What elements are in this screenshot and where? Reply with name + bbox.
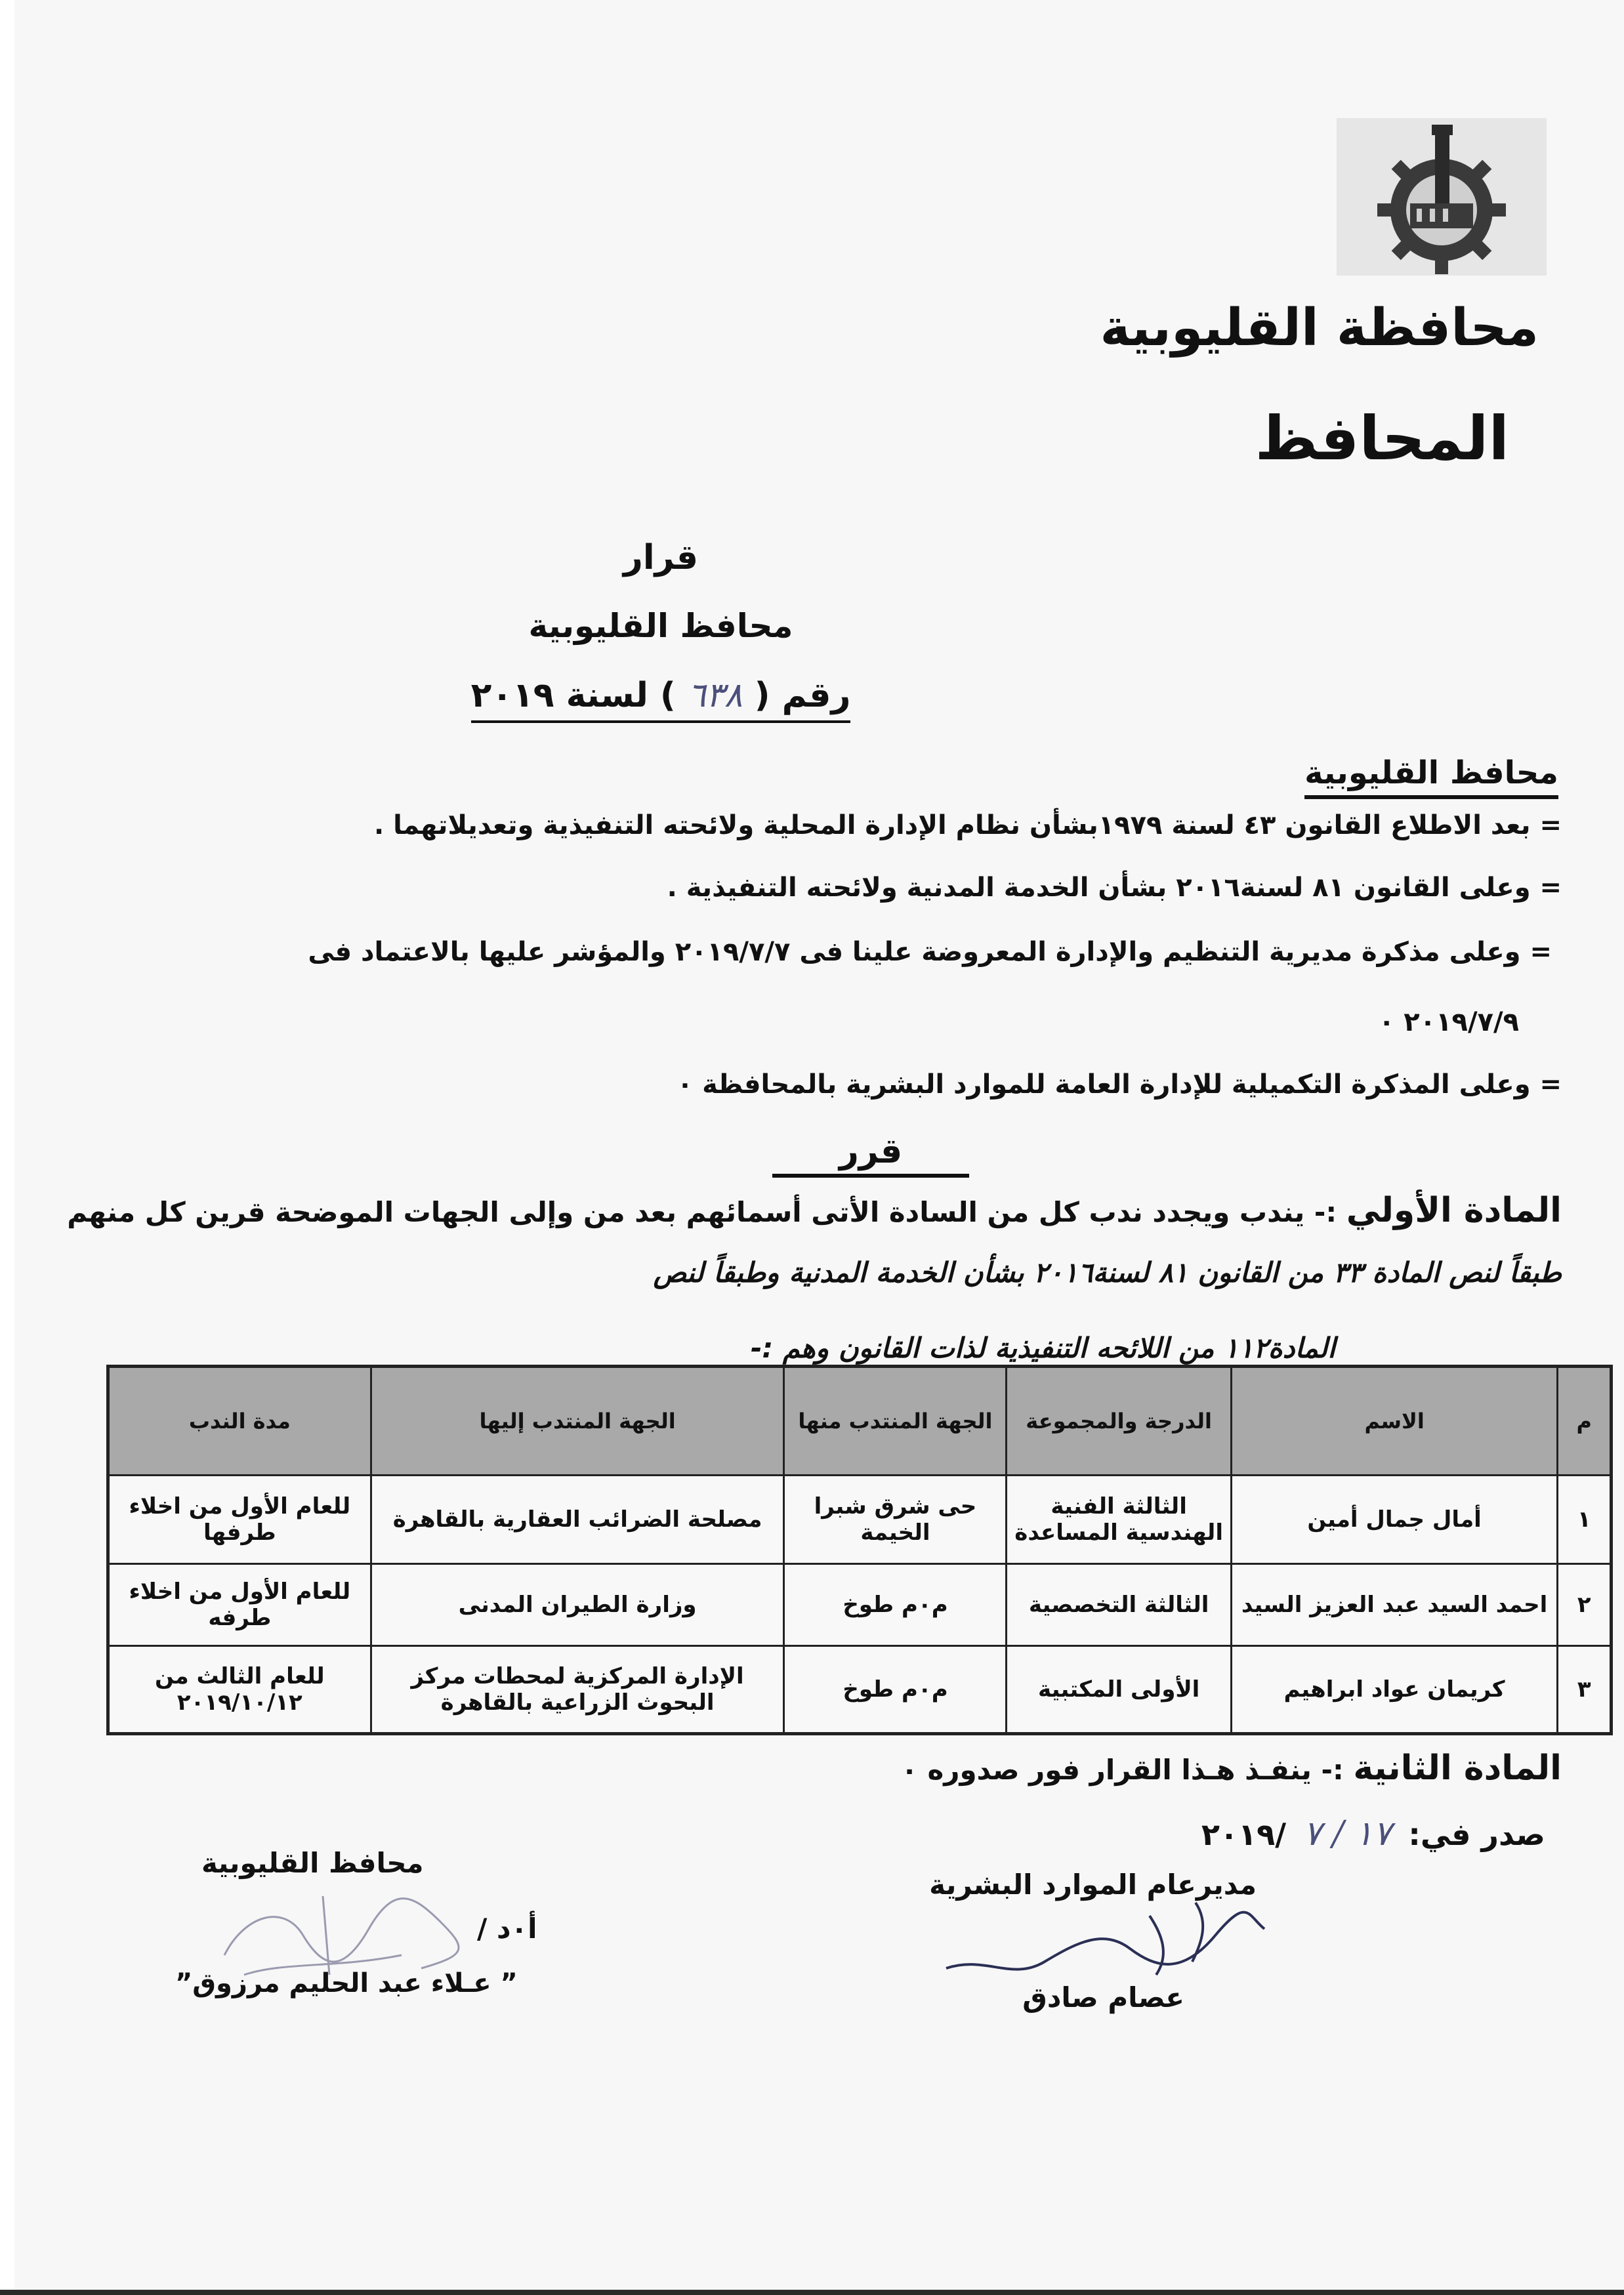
header-to: الجهة المنتدب إليها	[371, 1367, 784, 1476]
decision-title: قرار	[623, 538, 699, 577]
decision-number-suffix: ) لسنة ٢٠١٩	[470, 676, 676, 715]
governor-academic-title: أ٠د /	[477, 1912, 537, 1945]
table-row	[108, 1564, 1612, 1646]
issue-date-handwritten: ١٧ / ٧	[1303, 1814, 1392, 1853]
cell-num: ١	[1558, 1476, 1612, 1564]
scan-bottom-edge	[0, 2290, 1624, 2295]
cell-duration: للعام الثالث من ٢٠١٩/١٠/١٢	[108, 1646, 371, 1734]
cell-to: مصلحة الضرائب العقارية بالقاهرة	[371, 1476, 784, 1564]
cell-to: الإدارة المركزية لمحطات مركز البحوث الزراعية بالقاهرة	[371, 1646, 784, 1734]
cell-duration: للعام الأول من اخلاء طرفها	[108, 1476, 371, 1564]
decree-page	[14, 0, 1624, 2295]
table-row	[108, 1646, 1612, 1734]
cell-grade: الثالثة الفنية الهندسية المساعدة	[1007, 1476, 1231, 1564]
governorate-logo	[1337, 118, 1547, 276]
cell-from: م٠م طوخ	[784, 1564, 1007, 1646]
header-num: م	[1558, 1367, 1612, 1476]
header-name: الاسم	[1231, 1367, 1558, 1476]
preamble-line: = بعد الاطلاع القانون ٤٣ لسنة ١٩٧٩بشأن نظام الإدارة المحلية ولائحته التنفيذية وتعديلاتهما .	[374, 810, 1562, 840]
preamble-line: = وعلى المذكرة التكميلية للإدارة العامة للموارد البشرية بالمحافظة ٠	[677, 1069, 1562, 1100]
article-one-line2: طبقاً لنص المادة ٣٣ من القانون ٨١ لسنة٢٠١٦ بشأن الخدمة المدنية وطبقاً لنص	[653, 1256, 1562, 1289]
governor-name: ” عـلاء عبد الحليم مرزوق”	[175, 1968, 518, 1998]
article-two	[901, 1748, 1562, 1788]
header-grade: الدرجة والمجموعة	[1007, 1367, 1231, 1476]
article-one-label: المادة الأولي	[1346, 1191, 1562, 1230]
cell-duration: للعام الأول من اخلاء طرفه	[108, 1564, 371, 1646]
cell-num: ٣	[1558, 1646, 1612, 1734]
cell-grade: الثالثة التخصصية	[1007, 1564, 1231, 1646]
article-one-text: :- يندب ويجدد ندب كل من السادة الأتى أسمائهم بعد من وإلى الجهات الموضحة قرين كل منهم	[67, 1196, 1337, 1228]
hr-director-title: مديرعام الموارد البشرية	[929, 1869, 1257, 1901]
governor-signature-title: محافظ القليوبية	[201, 1847, 424, 1879]
decision-number-prefix: رقم (	[754, 676, 851, 715]
decided-heading: قرر	[772, 1132, 969, 1178]
cell-name: احمد السيد عبد العزيز السيد	[1231, 1564, 1558, 1646]
article-one-line3: المادة١١٢ من اللائحه التنفيذية لذات القانون وهم :-	[750, 1332, 1335, 1364]
article-one	[67, 1191, 1562, 1230]
issue-date-year: /٢٠١٩	[1201, 1817, 1287, 1852]
cell-num: ٢	[1558, 1564, 1612, 1646]
preamble-line: ٢٠١٩/٧/٩ ٠	[1378, 1007, 1519, 1037]
decision-issuer: محافظ القليوبية	[528, 607, 793, 645]
article-two-label: المادة الثانية	[1353, 1748, 1562, 1788]
hr-director-signature	[933, 1890, 1274, 1995]
header-duration: مدة الندب	[108, 1367, 371, 1476]
table-row	[108, 1476, 1612, 1564]
preamble-heading: محافظ القليوبية	[1304, 755, 1558, 799]
scan-edge	[0, 0, 16, 2295]
cell-name: أمال جمال أمين	[1231, 1476, 1558, 1564]
secondment-table	[106, 1365, 1613, 1735]
cell-from: حى شرق شبرا الخيمة	[784, 1476, 1007, 1564]
header-from: الجهة المنتدب منها	[784, 1367, 1007, 1476]
governorate-name: محافظة القليوبية	[1100, 299, 1539, 358]
table-header-row	[108, 1367, 1612, 1476]
hr-director-name: عصام صادق	[1022, 1981, 1184, 2014]
cell-to: وزارة الطيران المدنى	[371, 1564, 784, 1646]
article-two-text: :- ينفـذ هـذا القرار فور صدوره ٠	[901, 1754, 1344, 1786]
cell-grade: الأولى المكتبية	[1007, 1646, 1231, 1734]
issue-date-label: صدر في:	[1408, 1817, 1545, 1852]
preamble-line: = وعلى مذكرة مديرية التنظيم والإدارة المعروضة علينا فى ٢٠١٩/٧/٧ والمؤشر عليها بالاعتماد فى	[308, 937, 1552, 967]
cell-from: م٠م طوخ	[784, 1646, 1007, 1734]
decision-number	[234, 676, 1087, 723]
governor-title: المحافظ	[1255, 403, 1509, 474]
preamble-line: = وعلى القانون ٨١ لسنة٢٠١٦ بشأن الخدمة المدنية ولائحته التنفيذية .	[667, 873, 1562, 903]
cell-name: كريمان عواد ابراهيم	[1231, 1646, 1558, 1734]
decision-number-handwritten: ٦٣٨	[687, 676, 743, 715]
issue-date	[1201, 1814, 1545, 1853]
